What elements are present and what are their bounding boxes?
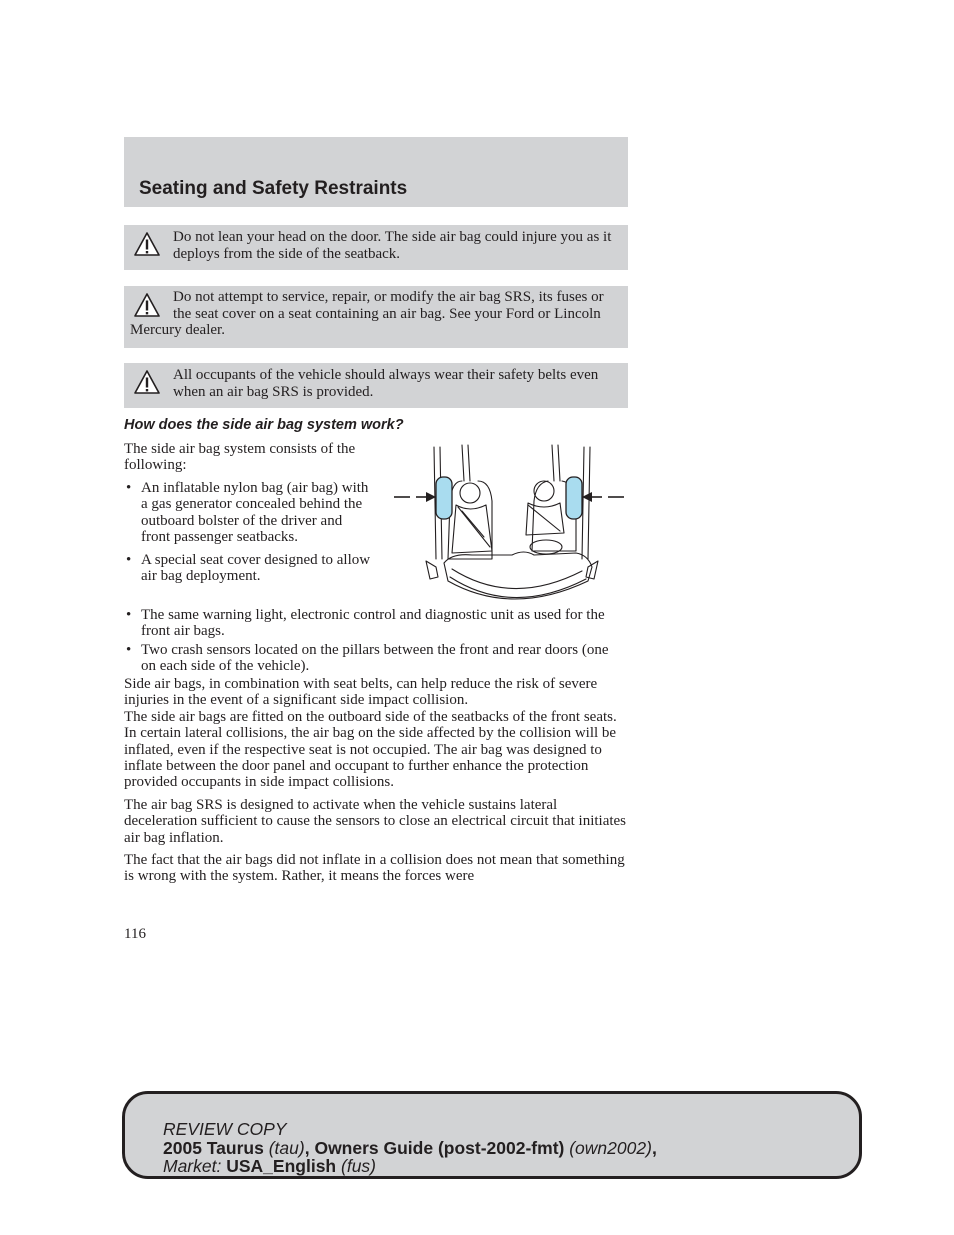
bullet-text: Two crash sensors located on the pillars between the front and rear doors (one on each side of the vehicle). <box>141 641 609 675</box>
warning-text: Do not attempt to service, repair, or modify the air bag SRS, its fuses or the seat cover on a seat containing an air bag. See your Ford or Lincoln Mercury dealer. <box>130 289 604 339</box>
warning-box-2 <box>124 286 628 348</box>
bullet-text: A special seat cover designed to allow air bag deployment. <box>141 551 371 585</box>
warning-triangle-icon <box>134 292 160 318</box>
bullet-text: The same warning light, electronic control and diagnostic unit as used for the front air bags. <box>141 607 605 640</box>
review-copy-footer <box>122 1091 862 1179</box>
model-code: (tau) <box>268 1137 305 1158</box>
bullet-list <box>124 480 374 590</box>
bullet-dot: • <box>126 480 132 496</box>
page-number: 116 <box>124 926 146 942</box>
paragraph: The air bag SRS is designed to activate when the vehicle sustains lateral deceleration sufficient to cause the sensors to close an electrical circuit that initiates air bag inflation. <box>124 796 627 846</box>
separator: , <box>651 1137 657 1158</box>
bullet-list-continued <box>124 607 624 677</box>
paragraph: The fact that the air bags did not inflate in a collision does not mean that something is wrong with the system. Rather, it means the forces were <box>124 852 625 885</box>
guide-name: Owners Guide (post-2002-fmt) <box>314 1137 565 1158</box>
intro-text: The side air bag system consists of the following: <box>124 441 356 474</box>
body-paragraphs <box>124 676 630 891</box>
right-airbag <box>566 477 582 519</box>
warning-box-3 <box>124 363 628 408</box>
section-header-band <box>124 137 628 207</box>
subheading: How does the side air bag system work? <box>124 417 404 433</box>
review-label: REVIEW COPY <box>163 1119 287 1139</box>
bullet-text: An inflatable nylon bag (air bag) with a gas generator concealed behind the outboard bolster of the driver and front passenger seatbacks. <box>141 480 369 546</box>
market-name: USA_English <box>226 1156 337 1176</box>
market-code: (fus) <box>341 1156 376 1176</box>
bullet-dot: • <box>126 551 132 568</box>
side-airbag-illustration <box>392 441 628 607</box>
model-name: 2005 Taurus <box>163 1137 264 1158</box>
paragraph: Side air bags, in combination with seat belts, can help reduce the risk of severe injuries in the event of a significant side impact collision. <box>124 676 598 709</box>
separator: , <box>304 1137 310 1158</box>
market-label: Market: <box>163 1156 222 1176</box>
guide-code: (own2002) <box>569 1137 652 1158</box>
bullet-dot: • <box>126 641 132 658</box>
warning-triangle-icon <box>134 369 160 395</box>
list-item <box>124 480 374 546</box>
warning-triangle-icon <box>134 231 160 257</box>
warning-box-1 <box>124 225 628 270</box>
left-airbag <box>436 477 452 519</box>
warning-text: All occupants of the vehicle should always wear their safety belts even when an air bag SRS is provided. <box>173 367 599 400</box>
list-item <box>124 607 624 640</box>
paragraph: The side air bags are fitted on the outboard side of the seatbacks of the front seats. In certain lateral collisions, the air bag on the side affected by the collision will be inflated, even if the respective seat is not occupied. The air bag was designed to inflate between the door panel and occupant to further enhance the protection provided occupants in side impact collisions. <box>124 708 617 791</box>
list-item <box>124 642 624 675</box>
warning-text: Do not lean your head on the door. The side air bag could injure you as it deploys from the side of the seatback. <box>173 229 612 262</box>
list-item <box>124 552 374 585</box>
section-title: Seating and Safety Restraints <box>139 178 408 199</box>
bullet-dot: • <box>126 607 132 623</box>
